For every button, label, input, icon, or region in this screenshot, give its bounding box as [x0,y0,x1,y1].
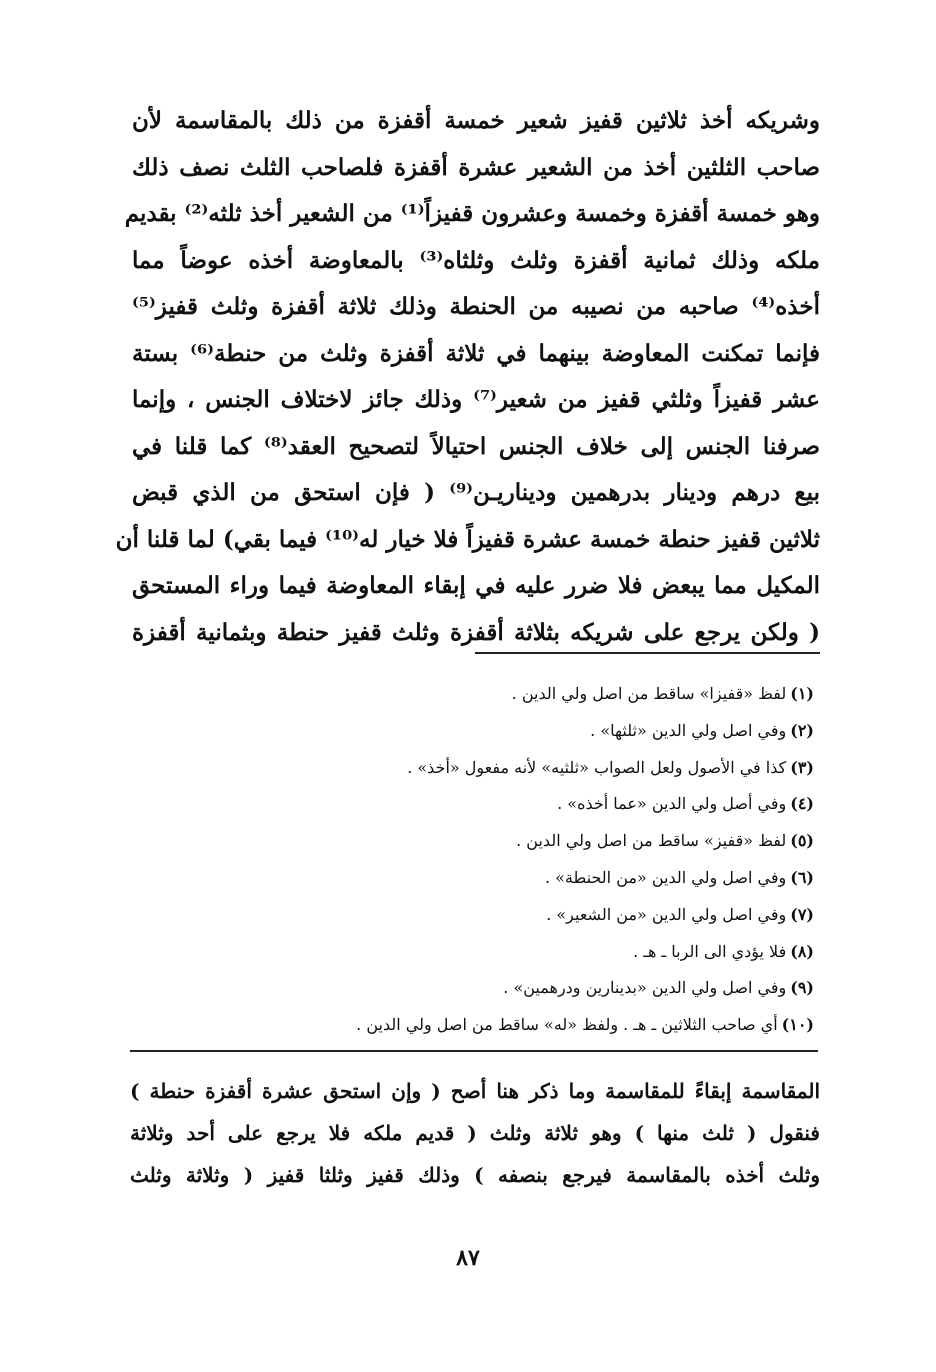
main-text-line: فإنما تمكنت المعاوضة بينهما في ثلاثة أقفزة وثلث من حنطة⁽⁶⁾ بستة [132,339,820,367]
main-text-line: ( ولكن يرجع على شريكه بثلاثة أقفزة وثلث قفيز حنطة وبثمانية أقفزة [132,618,820,646]
footnote-number: (٣) [790,757,814,777]
footnote-item [214,1007,814,1044]
main-text-line: وشريكه أخذ ثلاثين قفيز شعير خمسة أقفزة من ذلك بالمقاسمة لأن [132,107,820,134]
footnote-separator-rule [475,652,820,654]
main-text-line: ثلاثين قفيز حنطة خمسة عشرة قفيزاً فلا خيار له⁽¹⁰⁾ فيما بقي) لما قلنا أن [115,525,820,553]
footnote-number: (٨) [790,941,814,961]
main-text-line: المكيل مما يبعض فلا ضرر عليه في إبقاء المعاوضة فيما وراء المستحق [132,572,820,599]
footnotes-block [214,676,814,1044]
footnote-item [214,786,814,823]
footnote-item [214,934,814,971]
footnote-item [214,750,814,787]
footnote-number: (٥) [790,831,814,851]
footnote-text: فلا يؤدي الى الربا ـ هـ . [633,941,787,961]
footnote-number: (١) [790,684,814,703]
footnote-item [214,897,814,934]
main-text-line: صاحب الثلثين أخذ من الشعير عشرة أقفزة فلصاحب الثلث نصف ذلك [132,153,820,181]
footnote-text: وفي اصل ولي الدين «بدينارين ودرهمين» . [503,978,787,998]
commentary-text-line: المقاسمة إبقاءً للمقاسمة وما ذكر هنا أصح ( وإن استحق عشرة أقفزة حنطة ) [130,1079,820,1103]
footnote-item [214,823,814,860]
footnote-text: وفي أصل ولي الدين «عما أخذه» . [557,794,787,814]
page-number: ٨٧ [456,1245,480,1271]
footnote-number: (٤) [790,794,814,814]
footnote-item [214,713,814,750]
footnote-text: وفي اصل ولي الدين «ثلثها» . [590,720,787,740]
commentary-text-line: وثلث أخذه بالمقاسمة فيرجع بنصفه ) وذلك قفيز وثلثا قفيز ( وثلاثة وثلث [130,1163,820,1187]
footnote-text: لفظ «قفيز» ساقط من اصل ولي الدين . [516,831,787,851]
main-text-block [115,98,820,656]
main-text-line: عشر قفيزاً وثلثي قفيز من شعير⁽⁷⁾ وذلك جائز لاختلاف الجنس ، وإنما [132,386,820,413]
main-text-line: أخذه⁽⁴⁾ صاحبه من نصيبه من الحنطة وذلك ثلاثة أقفزة وثلث قفيز⁽⁵⁾ [132,293,820,320]
footnote-text: وفي اصل ولي الدين «من الشعير» . [546,904,787,924]
footnote-number: (٦) [790,867,814,887]
footnote-text: وفي اصل ولي الدين «من الحنطة» . [544,867,787,887]
main-text-line: وهو خمسة أقفزة وخمسة وعشرون قفيزاً⁽¹⁾ من الشعير أخذ ثلثه⁽²⁾ بقديم [124,200,820,227]
footnote-item [214,860,814,897]
footnote-number: (٩) [790,978,814,998]
footnote-number: (١٠) [781,1015,814,1035]
footnote-text: كذا في الأصول ولعل الصواب «ثلثيه» لأنه مفعول «أخذ» . [407,757,787,777]
footnote-text: أي صاحب الثلاثين ـ هـ . ولفظ «له» ساقط من اصل ولي الدين . [356,1015,778,1035]
footnote-item [214,676,814,713]
main-text-line: صرفنا الجنس إلى خلاف الجنس احتيالاً لتصحيح العقد⁽⁸⁾ كما قلنا في [132,432,820,460]
commentary-text-line: فنقول ( ثلث منها ) وهو ثلاثة وثلث ( قديم ملكه فلا يرجع على أحد وثلاثة [130,1121,820,1145]
footnote-number: (٧) [790,904,814,924]
footnote-text: لفظ «قفيزا» ساقط من اصل ولي الدين . [511,684,787,703]
commentary-separator-rule [130,1050,818,1052]
main-text-line: ملكه وذلك ثمانية أقفزة وثلث وثلثاه⁽³⁾ بالمعاوضة أخذه عوضاً مما [132,246,820,274]
footnote-number: (٢) [790,720,814,740]
main-text-line: بيع درهم ودينار بدرهمين وديناريـن⁽⁹⁾ ( فإن استحق من الذي قبض [132,479,820,506]
commentary-text-block [130,1070,820,1196]
footnote-item [214,970,814,1007]
